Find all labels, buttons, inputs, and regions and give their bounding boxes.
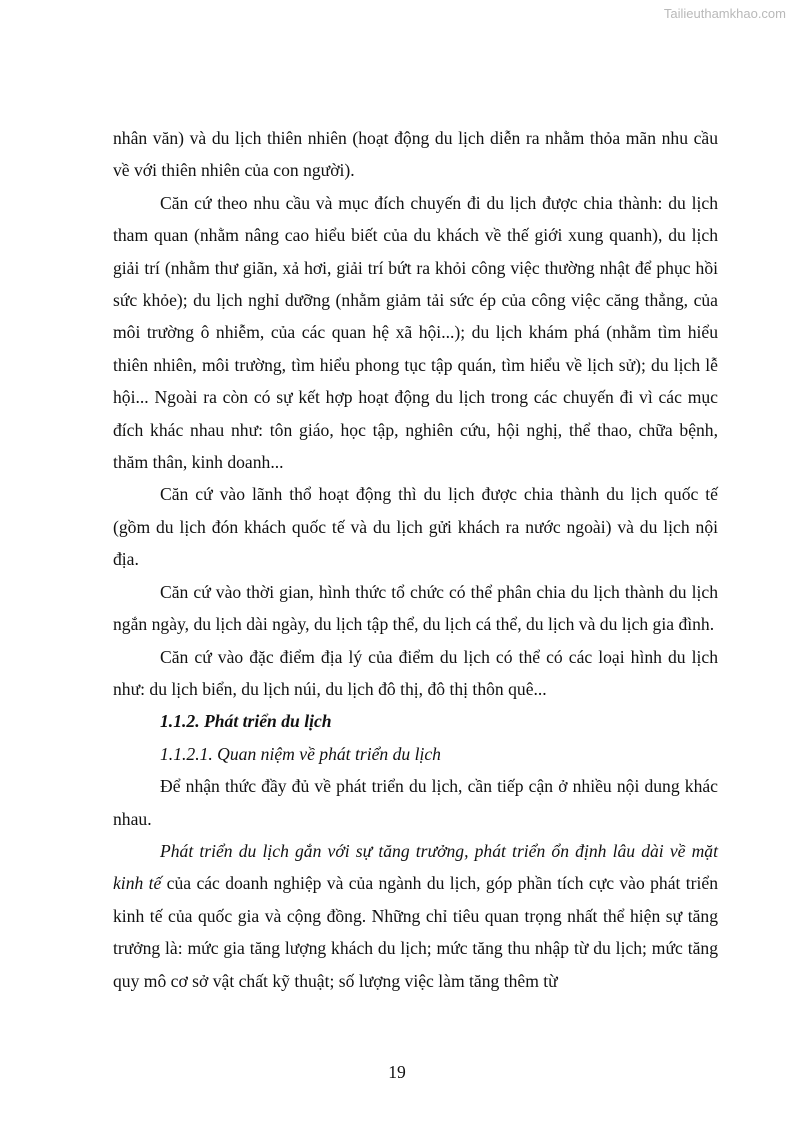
page-number: 19	[388, 1062, 406, 1082]
paragraph-classification-by-time: Căn cứ vào thời gian, hình thức tổ chức có thể phân chia du lịch thành du lịch ngắn ngày, du lịch dài ngày, du lịch tập thể, du lịch cá thể, du lịch và du lịch gia đình.	[113, 581, 718, 635]
paragraph-economic-growth	[113, 835, 718, 997]
paragraph-classification-by-purpose: Căn cứ theo nhu cầu và mục đích chuyến đi du lịch được chia thành: du lịch tham quan (nhằm nâng cao hiểu biết của du khách về thế giới xung quanh), du lịch giải trí (nhằm thư giãn, xả hơi, giải trí bứt ra khỏi công việc thường nhật để phục hồi sức khỏe); du lịch nghỉ dưỡng (nhằm giảm tải sức ép của công việc căng thẳng, của môi trường ô nhiễm, của các quan hệ xã hội...); du lịch khám phá (nhằm tìm hiểu thiên nhiên, môi trường, tìm hiểu phong tục tập quán, tìm hiểu về lịch sử); du lịch lễ hội... Ngoài ra còn có sự kết hợp hoạt động du lịch trong các chuyến đi vì các mục đích khác nhau như: tôn giáo, học tập, nghiên cứu, hội nghị, thể thao, chữa bệnh, thăm thân, kinh doanh...	[113, 192, 718, 473]
paragraph-intro: Để nhận thức đầy đủ về phát triển du lịch, cần tiếp cận ở nhiều nội dung khác nhau.	[113, 776, 718, 829]
paragraph-text: của các doanh nghiệp và của ngành du lịch, góp phần tích cực vào phát triển kinh tế của quốc gia và cộng đồng. Những chỉ tiêu quan trọng nhất thể hiện sự tăng trưởng là: mức gia tăng lượng khách du lịch; mức tăng thu nhập từ du lịch; mức tăng quy mô cơ sở vật chất kỹ thuật; số lượng việc làm tăng thêm từ	[113, 873, 718, 991]
watermark: Tailieuthamkhao.com	[663, 6, 786, 21]
paragraph-continuation: nhân văn) và du lịch thiên nhiên (hoạt động du lịch diễn ra nhằm thỏa mãn nhu cầu về với thiên nhiên của con người).	[113, 128, 718, 181]
emphasis-text: Phát triển du lịch gắn với sự tăng trưởng, phát triển ổn định lâu dài về mặt kinh tế	[113, 840, 718, 894]
page-body	[113, 122, 718, 997]
section-heading: 1.1.2. Phát triển du lịch	[160, 711, 332, 732]
subsection-heading: 1.1.2.1. Quan niệm về phát triển du lịch	[160, 743, 441, 764]
paragraph-classification-by-geography: Căn cứ vào đặc điểm địa lý của điểm du lịch có thể có các loại hình du lịch như: du lịch biển, du lịch núi, du lịch đô thị, đô thị thôn quê...	[113, 646, 718, 699]
paragraph-classification-by-territory: Căn cứ vào lãnh thổ hoạt động thì du lịch được chia thành du lịch quốc tế (gồm du lịch đón khách quốc tế và du lịch gửi khách ra nước ngoài) và du lịch nội địa.	[113, 484, 718, 570]
